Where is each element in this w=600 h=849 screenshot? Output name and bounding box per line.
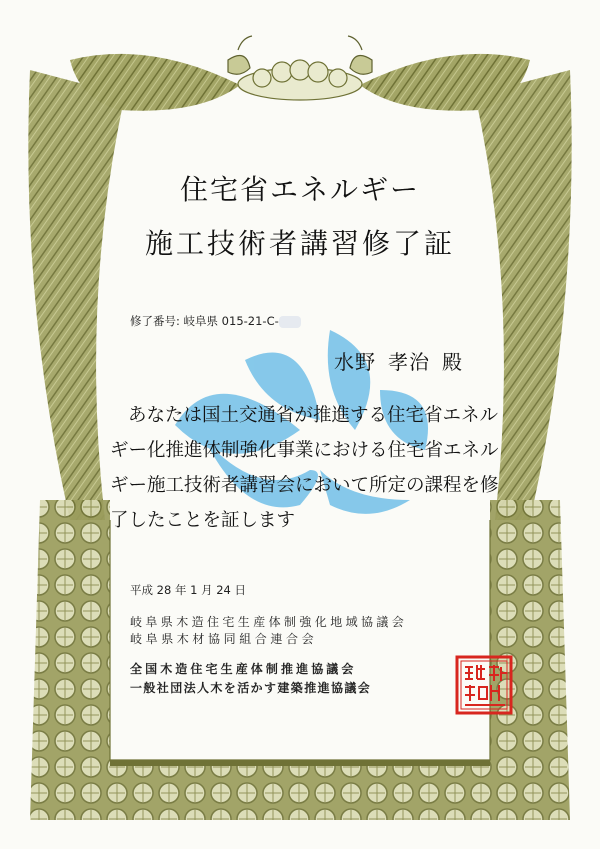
certificate-body: あなたは国土交通省が推進する住宅省エネルギー化推進体制強化事業における住宅省エネルギー施工技術者講習会において所定の課程を修了したことを証します — [110, 405, 499, 531]
issue-date: 平成 28 年 1 月 24 日 — [130, 583, 247, 597]
title-line-1: 住宅省エネルギー — [179, 173, 420, 206]
certificate-number-text: 修了番号: 岐阜県 015-21-C- — [130, 314, 279, 328]
organization-4: 一般社団法人木を活かす建築推進協議会 — [130, 681, 372, 695]
redacted-number — [279, 316, 301, 328]
organization-3: 全国木造住宅生産体制推進協議会 — [130, 662, 357, 676]
certificate-number — [130, 313, 301, 329]
recipient-honorific: 殿 — [442, 350, 463, 374]
title-line-2: 施工技術者講習修了証 — [144, 227, 455, 260]
recipient-given-name: 孝治 — [388, 350, 430, 374]
organization-1: 岐阜県木造住宅生産体制強化地域協議会 — [130, 615, 408, 629]
recipient-name — [334, 346, 475, 375]
official-seal — [455, 655, 513, 715]
recipient-family-name: 水野 — [334, 350, 376, 374]
organization-2: 岐阜県木材協同組合連合会 — [130, 632, 318, 646]
